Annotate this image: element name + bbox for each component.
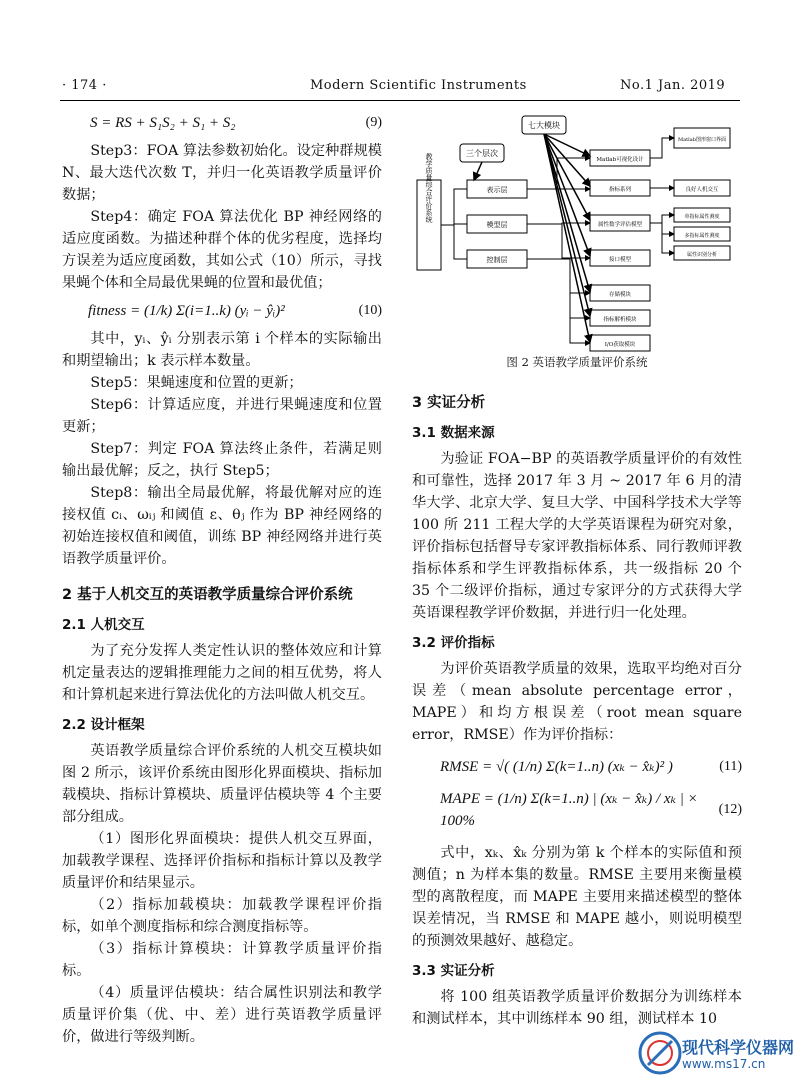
module-label: Matlab可视化设计 (596, 157, 644, 163)
paragraph: 为评价英语教学质量的效果，选取平均绝对百分误差（mean absolute percentage error，MAPE）和均方根误差（root mean square error，RMSE）作为评价指标： (412, 661, 742, 743)
paragraph: Step3：FOA 算法参数初始化。设定种群规模 N、最大迭代次数 T，并归一化英语教学质量评价数据； (62, 143, 382, 203)
page-number: · 174 · (62, 78, 107, 93)
module-label: 接口模型 (608, 257, 632, 263)
layer-label: 表示层 (486, 186, 508, 194)
root-label: 教学质量综合评价系统 (425, 153, 433, 223)
equation-10 (62, 300, 382, 322)
paragraph: （2）指标加载模块：加载教学课程评价指标，如单个测度指标和综合测度指标等。 (62, 897, 382, 935)
paragraph: 式中，xₖ、x̂ₖ 分别为第 k 个样本的实际值和预测值；n 为样本集的数量。RMSE 主要用来衡量模型的离散程度，而 MAPE 主要用来描述模型的整体误差情况，当 RMSE 和 MAPE 越小，则说明模型的预测效果越好、越稳定。 (412, 845, 742, 949)
equation-11 (412, 756, 742, 778)
output-label: 单指标属性测度 (684, 214, 720, 220)
equation-11-body: RMSE = √( (1/n) Σ(k=1..n) (xₖ − x̂ₖ)² ) (440, 759, 673, 775)
subsection-heading: 3.1 数据来源 (412, 425, 495, 441)
output-label: 属性识别分析 (686, 252, 718, 258)
watermark-url: www.ms17.cn (682, 1057, 766, 1071)
paragraph: Step6：计算适应度，并进行果蝇速度和位置更新； (62, 397, 382, 435)
layer-label: 控制层 (486, 256, 508, 264)
system-diagram (412, 110, 742, 370)
equation-9-number: (9) (365, 115, 382, 130)
callout-arrows (474, 134, 590, 342)
paragraph: 其中，yᵢ、ŷᵢ 分别表示第 i 个样本的实际输出和期望输出；k 表示样本数量。 (62, 331, 382, 369)
section-heading: 2 基于人机交互的英语教学质量综合评价系统 (62, 587, 353, 603)
equation-9-body: S = RS + S₁S₂ + S₁ + S₂ (90, 115, 236, 131)
output-label: 良好人机交互 (685, 187, 719, 193)
layer-label: 模型层 (486, 221, 508, 229)
paragraph: Step8：输出全局最优解，将最优解对应的连接权值 cᵢ、ωᵢⱼ 和阈值 ε、θⱼ 作为 BP 神经网络的初始连接权值和阈值，训练 BP 神经网络并进行英语教学质量评价。 (62, 485, 382, 567)
subsection-heading: 2.2 设计框架 (62, 717, 145, 733)
equation-12 (412, 788, 742, 832)
equation-12-body: MAPE = (1/n) Σ(k=1..n) | (xₖ − x̂ₖ) / xₖ | × 100% (440, 791, 698, 829)
subsection-heading: 3.2 评价指标 (412, 635, 495, 651)
callout-layers-label: 三个层次 (466, 149, 498, 158)
subsection-heading: 3.3 实证分析 (412, 963, 495, 979)
paragraph: （4）质量评估模块：结合属性识别法和教学质量评价集（优、中、差）进行英语教学质量评价，做进行等级判断。 (62, 985, 382, 1045)
callout-modules-label: 七大模块 (528, 121, 560, 130)
paragraph: 为了充分发挥人类定性认识的整体效应和计算机定量表达的逻辑推理能力之间的相互优势，将人和计算机起来进行算法优化的方法叫做人机交互。 (62, 643, 382, 703)
output-label: 多指标属性测度 (684, 233, 720, 239)
subsection-heading: 2.1 人机交互 (62, 617, 145, 633)
equation-9 (62, 112, 382, 134)
paragraph: Step4：确定 FOA 算法优化 BP 神经网络的适应度函数。为描述种群个体的优劣程度，选择均方误差为适应度函数，其如公式（10）所示，寻找果蝇个体和全局最优果蝇的位置和最优值； (62, 209, 382, 291)
journal-issue: No.1 Jan. 2019 (620, 78, 726, 93)
module-label: 属性数学评估模型 (597, 222, 643, 228)
paragraph: Step7：判定 FOA 算法终止条件，若满足则输出最优解；反之，执行 Step5； (62, 441, 382, 479)
paragraph: 英语教学质量综合评价系统的人机交互模块如图 2 所示，该评价系统由图形化界面模块、指标加载模块、指标计算模块、质量评估模块等 4 个主要部分组成。 (62, 743, 382, 825)
paragraph: 将 100 组英语教学质量评价数据分为训练样本和测试样本，其中训练样本 90 组，测试样本 10 (412, 989, 742, 1027)
equation-10-number: (10) (358, 303, 382, 318)
output-label: Matlab图形窗口界面 (678, 137, 726, 143)
module-label: 指标系列 (608, 187, 632, 193)
watermark-title: 现代科学仪器网 (682, 1038, 795, 1057)
paragraph: （3）指标计算模块：计算教学质量评价指标。 (62, 941, 382, 979)
paragraph: 为验证 FOA−BP 的英语教学质量评价的有效性和可靠性，选择 2017 年 3 月 ~ 2017 年 6 月的清华大学、北京大学、复旦大学、中国科学技术大学等 100 所 211 工程大学的大学英语课程为研究对象，评价指标包括督导专家评教指标体系、同行教师评教指标体系和学生评教指标体系，共一级指标 20 个 35 个二级评价指标，通过专家评分的方式获得大学英语课程教学评价数据，并进行归一化处理。 (412, 451, 742, 621)
equation-12-number: (12) (718, 802, 742, 817)
paragraph: Step5：果蝇速度和位置的更新； (90, 375, 303, 391)
module-label: 存储模块 (608, 292, 632, 298)
module-label: 指标解析模块 (603, 317, 637, 323)
equation-11-number: (11) (719, 759, 742, 774)
equation-10-body: fitness = (1/k) Σ(i=1..k) (yᵢ − ŷᵢ)² (88, 303, 285, 319)
output-boxes (674, 128, 730, 260)
root-connectors (441, 189, 467, 259)
left-column (62, 112, 382, 1048)
section-heading: 3 实证分析 (412, 395, 486, 411)
journal-name: Modern Scientific Instruments (310, 78, 527, 93)
figure-caption: 图 2 英语教学质量评价系统 (506, 355, 648, 369)
header-rule (60, 100, 740, 101)
output-connectors (650, 138, 674, 253)
paragraph: （1）图形化界面模块：提供人机交互界面，加载教学课程、选择评价指标和指标计算以及教学质量评价和结果显示。 (62, 831, 382, 891)
right-column (412, 392, 742, 1030)
module-label: I/O获取模块 (604, 342, 636, 348)
